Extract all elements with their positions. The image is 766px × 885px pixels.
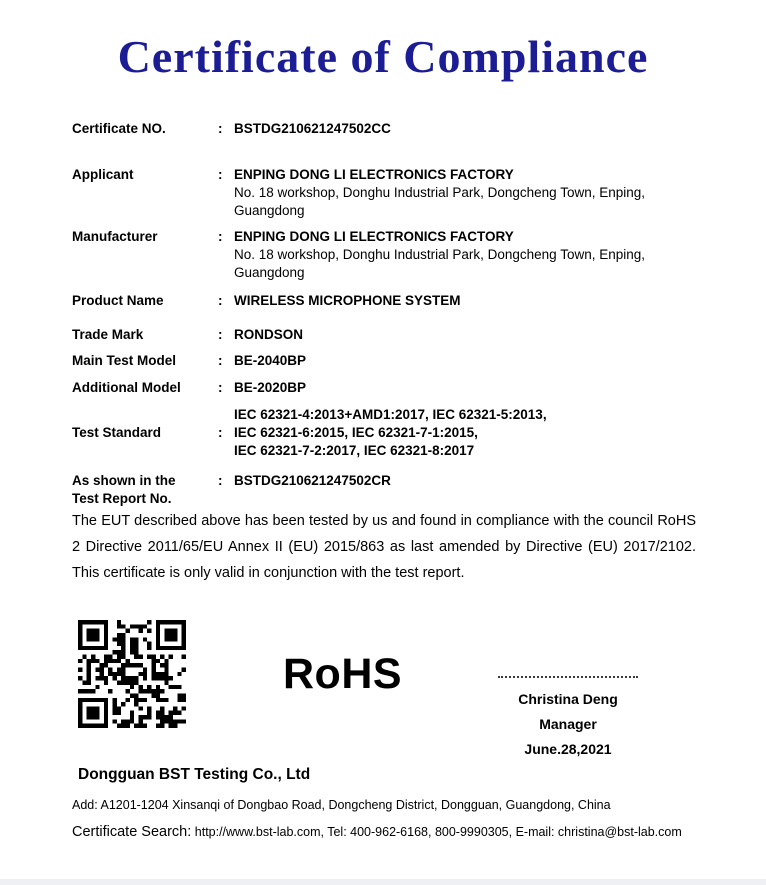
field-row-manufacturer (72, 228, 696, 282)
colon: : (218, 167, 223, 182)
certificate-search-value: http://www.bst-lab.com, Tel: 400-962-6168, 800-9990305, E-mail: christina@bst-lab.com (194, 825, 682, 839)
test-standard-line3: IEC 62321-7-2:2017, IEC 62321-8:2017 (234, 443, 475, 458)
field-row-product-name (72, 292, 696, 310)
product-name-value: WIRELESS MICROPHONE SYSTEM (234, 293, 461, 308)
test-report-no-label-line1: As shown in the (72, 473, 176, 488)
main-test-model-value: BE-2040BP (234, 353, 307, 368)
applicant-value (234, 166, 696, 220)
field-row-additional-model (72, 379, 696, 397)
field-row-trade-mark (72, 326, 696, 344)
field-row-test-standard (72, 406, 696, 460)
applicant-address-line1: No. 18 workshop, Donghu Industrial Park, Dongcheng Town, Enping, (234, 185, 645, 200)
compliance-statement: The EUT described above has been tested by us and found in compliance with the council RoHS 2 Directive 2011/65/EU Annex II (EU) 2015/863 as last amended by Directive (EU) 2017/2102. This certificate is only valid in conjunction with the test report. (72, 513, 696, 581)
manufacturer-label: Manufacturer (72, 229, 158, 244)
signature-date: June.28,2021 (524, 741, 612, 757)
field-row-applicant (72, 166, 696, 220)
additional-model-label: Additional Model (72, 380, 181, 395)
manufacturer-value (234, 228, 696, 282)
manufacturer-address-line1: No. 18 workshop, Donghu Industrial Park, Dongcheng Town, Enping, (234, 247, 645, 262)
certificate-title: Certificate of Compliance (117, 31, 649, 82)
colon: : (218, 293, 223, 308)
test-standard-label: Test Standard (72, 425, 162, 440)
applicant-company: ENPING DONG LI ELECTRONICS FACTORY (234, 167, 514, 182)
page-bottom-edge (0, 879, 766, 885)
additional-model-value: BE-2020BP (234, 380, 307, 395)
applicant-label: Applicant (72, 167, 134, 182)
test-report-no-label-line2: Test Report No. (72, 491, 172, 506)
test-report-no-value: BSTDG210621247502CR (234, 473, 391, 488)
qr-code (78, 620, 186, 728)
trade-mark-label: Trade Mark (72, 327, 144, 342)
signature-dotted-line (498, 676, 638, 678)
colon: : (218, 473, 223, 488)
product-name-label: Product Name (72, 293, 164, 308)
signature-block (468, 676, 668, 762)
certificate-fields (72, 120, 696, 508)
colon: : (218, 121, 223, 136)
colon: : (218, 327, 223, 342)
manufacturer-address-line2: Guangdong (234, 265, 305, 280)
manufacturer-company: ENPING DONG LI ELECTRONICS FACTORY (234, 229, 514, 244)
field-row-test-report-no (72, 472, 696, 508)
field-row-main-test-model (72, 352, 696, 370)
certificate-no-label: Certificate NO. (72, 121, 166, 136)
colon: : (218, 380, 223, 395)
signatory-name: Christina Deng (518, 691, 618, 707)
test-standard-line1: IEC 62321-4:2013+AMD1:2017, IEC 62321-5:2013, (234, 407, 547, 422)
company-address: Add: A1201-1204 Xinsanqi of Dongbao Road, Dongcheng District, Dongguan, Guangdong, China (72, 798, 611, 812)
test-standard-line2: IEC 62321-6:2015, IEC 62321-7-1:2015, (234, 425, 478, 440)
certificate-search-label: Certificate Search: (72, 824, 192, 840)
test-standard-value (234, 406, 696, 460)
trade-mark-value: RONDSON (234, 327, 304, 342)
colon: : (218, 353, 223, 368)
colon: : (218, 229, 223, 244)
field-row-certificate-no (72, 120, 696, 138)
test-report-no-label (72, 472, 218, 508)
applicant-address-line2: Guangdong (234, 203, 305, 218)
main-test-model-label: Main Test Model (72, 353, 177, 368)
colon: : (218, 425, 223, 440)
signatory-title: Manager (539, 716, 597, 732)
certificate-search-line (72, 824, 682, 840)
certificate-no-value: BSTDG210621247502CC (234, 121, 391, 136)
company-name: Dongguan BST Testing Co., Ltd (78, 766, 311, 783)
rohs-logo: RoHS (283, 650, 403, 698)
